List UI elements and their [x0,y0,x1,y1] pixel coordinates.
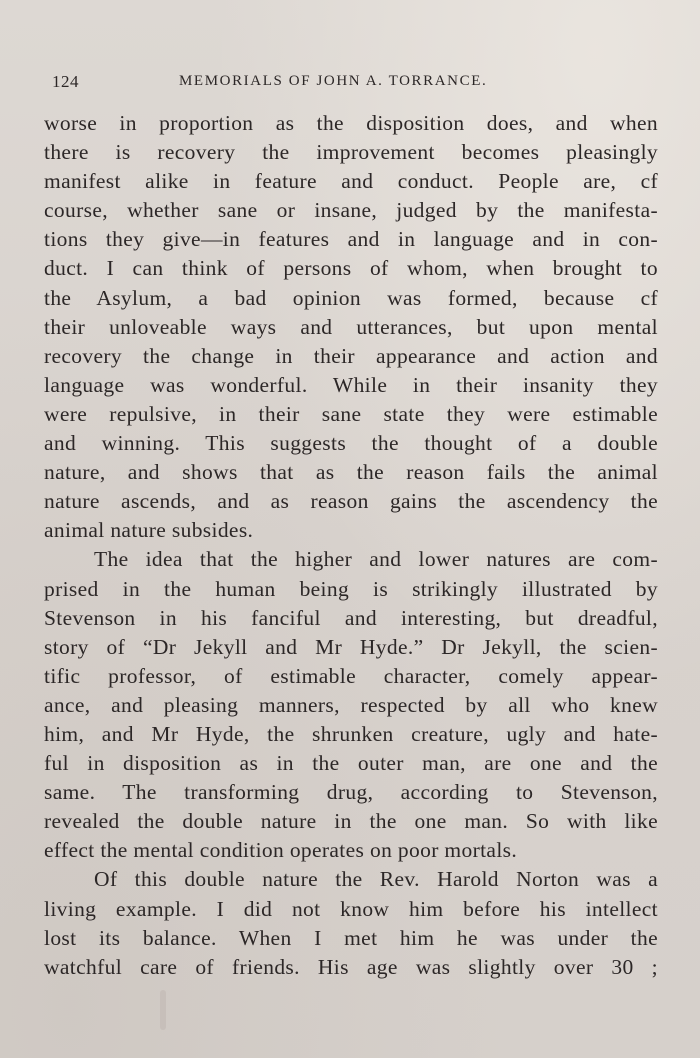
text-line: nature ascends, and as reason gains the ascendency the [44,489,658,514]
text-line: language was wonderful. While in their insanity they [44,372,658,397]
text-line: course, whether sane or insane, judged by the manifesta- [44,198,658,223]
text-line: Of this double nature the Rev. Harold Norton was a [94,867,658,892]
text-line: Stevenson in his fanciful and interesting, but dreadful, [44,605,658,630]
text-line: nature, and shows that as the reason fails the animal [44,460,658,485]
text-line: manifest alike in feature and conduct. People are, cf [44,169,658,194]
text-line: their unloveable ways and utterances, but upon mental [44,314,658,339]
text-line: ful in disposition as in the outer man, are one and the [44,751,658,776]
body-text [44,109,658,982]
text-line: The idea that the higher and lower natures are com- [94,547,658,572]
text-line: lost its balance. When I met him he was under the [44,925,658,950]
text-line: duct. I can think of persons of whom, when brought to [44,256,658,281]
text-line: the Asylum, a bad opinion was formed, because cf [44,285,658,310]
text-line: him, and Mr Hyde, the shrunken creature, ugly and hate- [44,721,658,746]
text-line: and winning. This suggests the thought of a double [44,431,658,456]
text-line: prised in the human being is strikingly illustrated by [44,576,658,601]
text-line: recovery the change in their appearance and action and [44,343,658,368]
running-title: MEMORIALS OF JOHN A. TORRANCE. [179,73,488,89]
running-head [52,72,652,96]
text-line: were repulsive, in their sane state they were estimable [44,401,658,426]
text-line: worse in proportion as the disposition does, and when [44,111,658,135]
text-line: watchful care of friends. His age was slightly over 30 ; [44,954,658,979]
text-line: same. The transforming drug, according to Stevenson, [44,780,658,805]
text-line: story of “Dr Jekyll and Mr Hyde.” Dr Jekyll, the scien- [44,634,658,659]
paper-smudge [160,990,166,1030]
text-line: tions they give—in features and in language and in con- [44,227,658,252]
text-line: effect the mental condition operates on poor mortals. [44,838,518,863]
text-line: ance, and pleasing manners, respected by all who knew [44,692,658,717]
text-line: living example. I did not know him before his intellect [44,896,658,921]
text-line: animal nature subsides. [44,518,254,543]
text-line: revealed the double nature in the one man. So with like [44,809,658,834]
text-line: tific professor, of estimable character, comely appear- [44,663,658,688]
text-line: there is recovery the improvement becomes pleasingly [44,140,658,165]
page-number: 124 [52,72,79,91]
